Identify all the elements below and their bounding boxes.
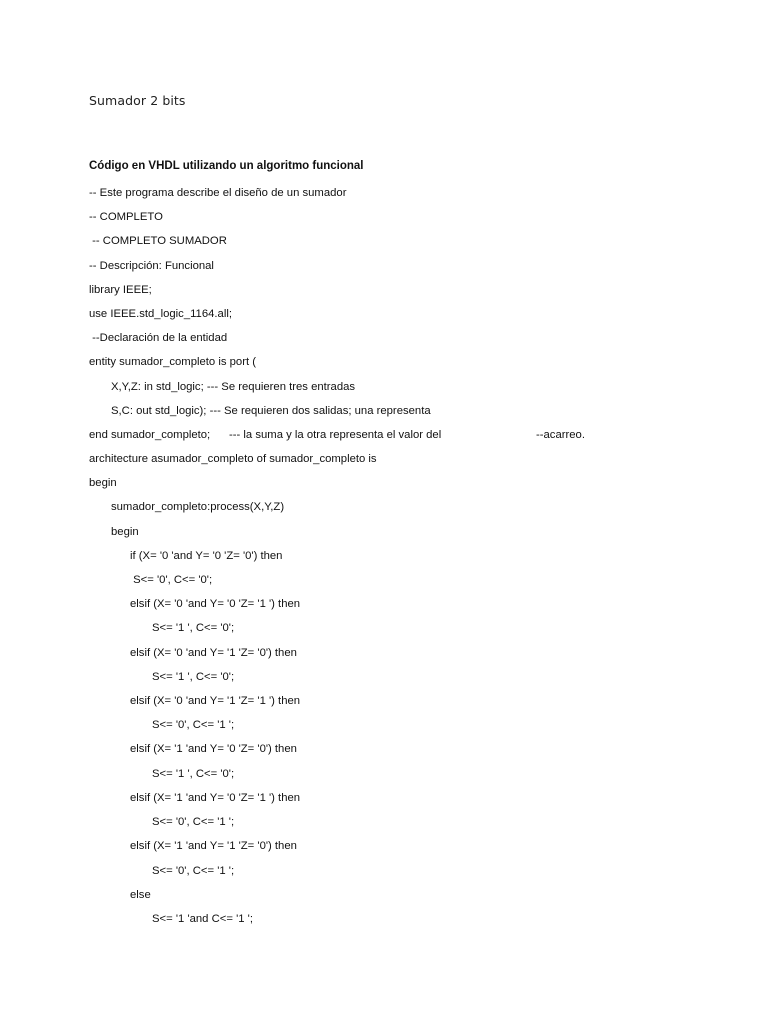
code-line: elsif (X= '1 'and Y= '0 'Z= '0') then	[130, 743, 297, 755]
code-line: S<= '1 ', C<= '0';	[152, 671, 235, 683]
code-line: elsif (X= '1 'and Y= '0 'Z= '1 ') then	[130, 792, 301, 804]
code-line: elsif (X= '0 'and Y= '1 'Z= '0') then	[130, 647, 297, 659]
code-line: elsif (X= '0 'and Y= '0 'Z= '1 ') then	[130, 598, 301, 610]
code-line: architecture asumador_completo of sumador_completo is	[89, 453, 377, 465]
code-line: S<= '0', C<= '0';	[130, 574, 213, 586]
document-title: Sumador 2 bits	[89, 93, 186, 108]
code-line: begin	[89, 477, 117, 489]
code-line: -- Este programa describe el diseño de un sumador	[89, 187, 347, 199]
code-line: --Declaración de la entidad	[89, 332, 228, 344]
code-line: begin	[111, 526, 139, 538]
code-line: --acarreo.	[536, 429, 585, 441]
code-line: -- COMPLETO	[89, 211, 163, 223]
code-line: library IEEE;	[89, 284, 152, 296]
code-line: S<= '0', C<= '1 ';	[152, 865, 235, 877]
code-line: -- COMPLETO SUMADOR	[89, 235, 227, 247]
document-subtitle: Código en VHDL utilizando un algoritmo funcional	[89, 160, 364, 172]
code-line: S<= '0', C<= '1 ';	[152, 719, 235, 731]
code-line: -- Descripción: Funcional	[89, 260, 214, 272]
code-line: entity sumador_completo is port (	[89, 356, 257, 368]
code-line: elsif (X= '0 'and Y= '1 'Z= '1 ') then	[130, 695, 301, 707]
code-line: elsif (X= '1 'and Y= '1 'Z= '0') then	[130, 840, 297, 852]
code-line: S<= '1 ', C<= '0';	[152, 768, 235, 780]
code-line: end sumador_completo;	[89, 429, 211, 441]
code-line: if (X= '0 'and Y= '0 'Z= '0') then	[130, 550, 283, 562]
code-line: S<= '1 ', C<= '0';	[152, 622, 235, 634]
code-line: --- la suma y la otra representa el valor del	[229, 429, 442, 441]
code-line: S,C: out std_logic); --- Se requieren dos salidas; una representa	[111, 405, 431, 417]
code-line: S<= '1 'and C<= '1 ';	[152, 913, 253, 925]
code-line: sumador_completo:process(X,Y,Z)	[111, 501, 285, 513]
code-line: use IEEE.std_logic_1164.all;	[89, 308, 232, 320]
code-line: X,Y,Z: in std_logic; --- Se requieren tres entradas	[111, 381, 356, 393]
code-line: else	[130, 889, 151, 901]
code-line: S<= '0', C<= '1 ';	[152, 816, 235, 828]
